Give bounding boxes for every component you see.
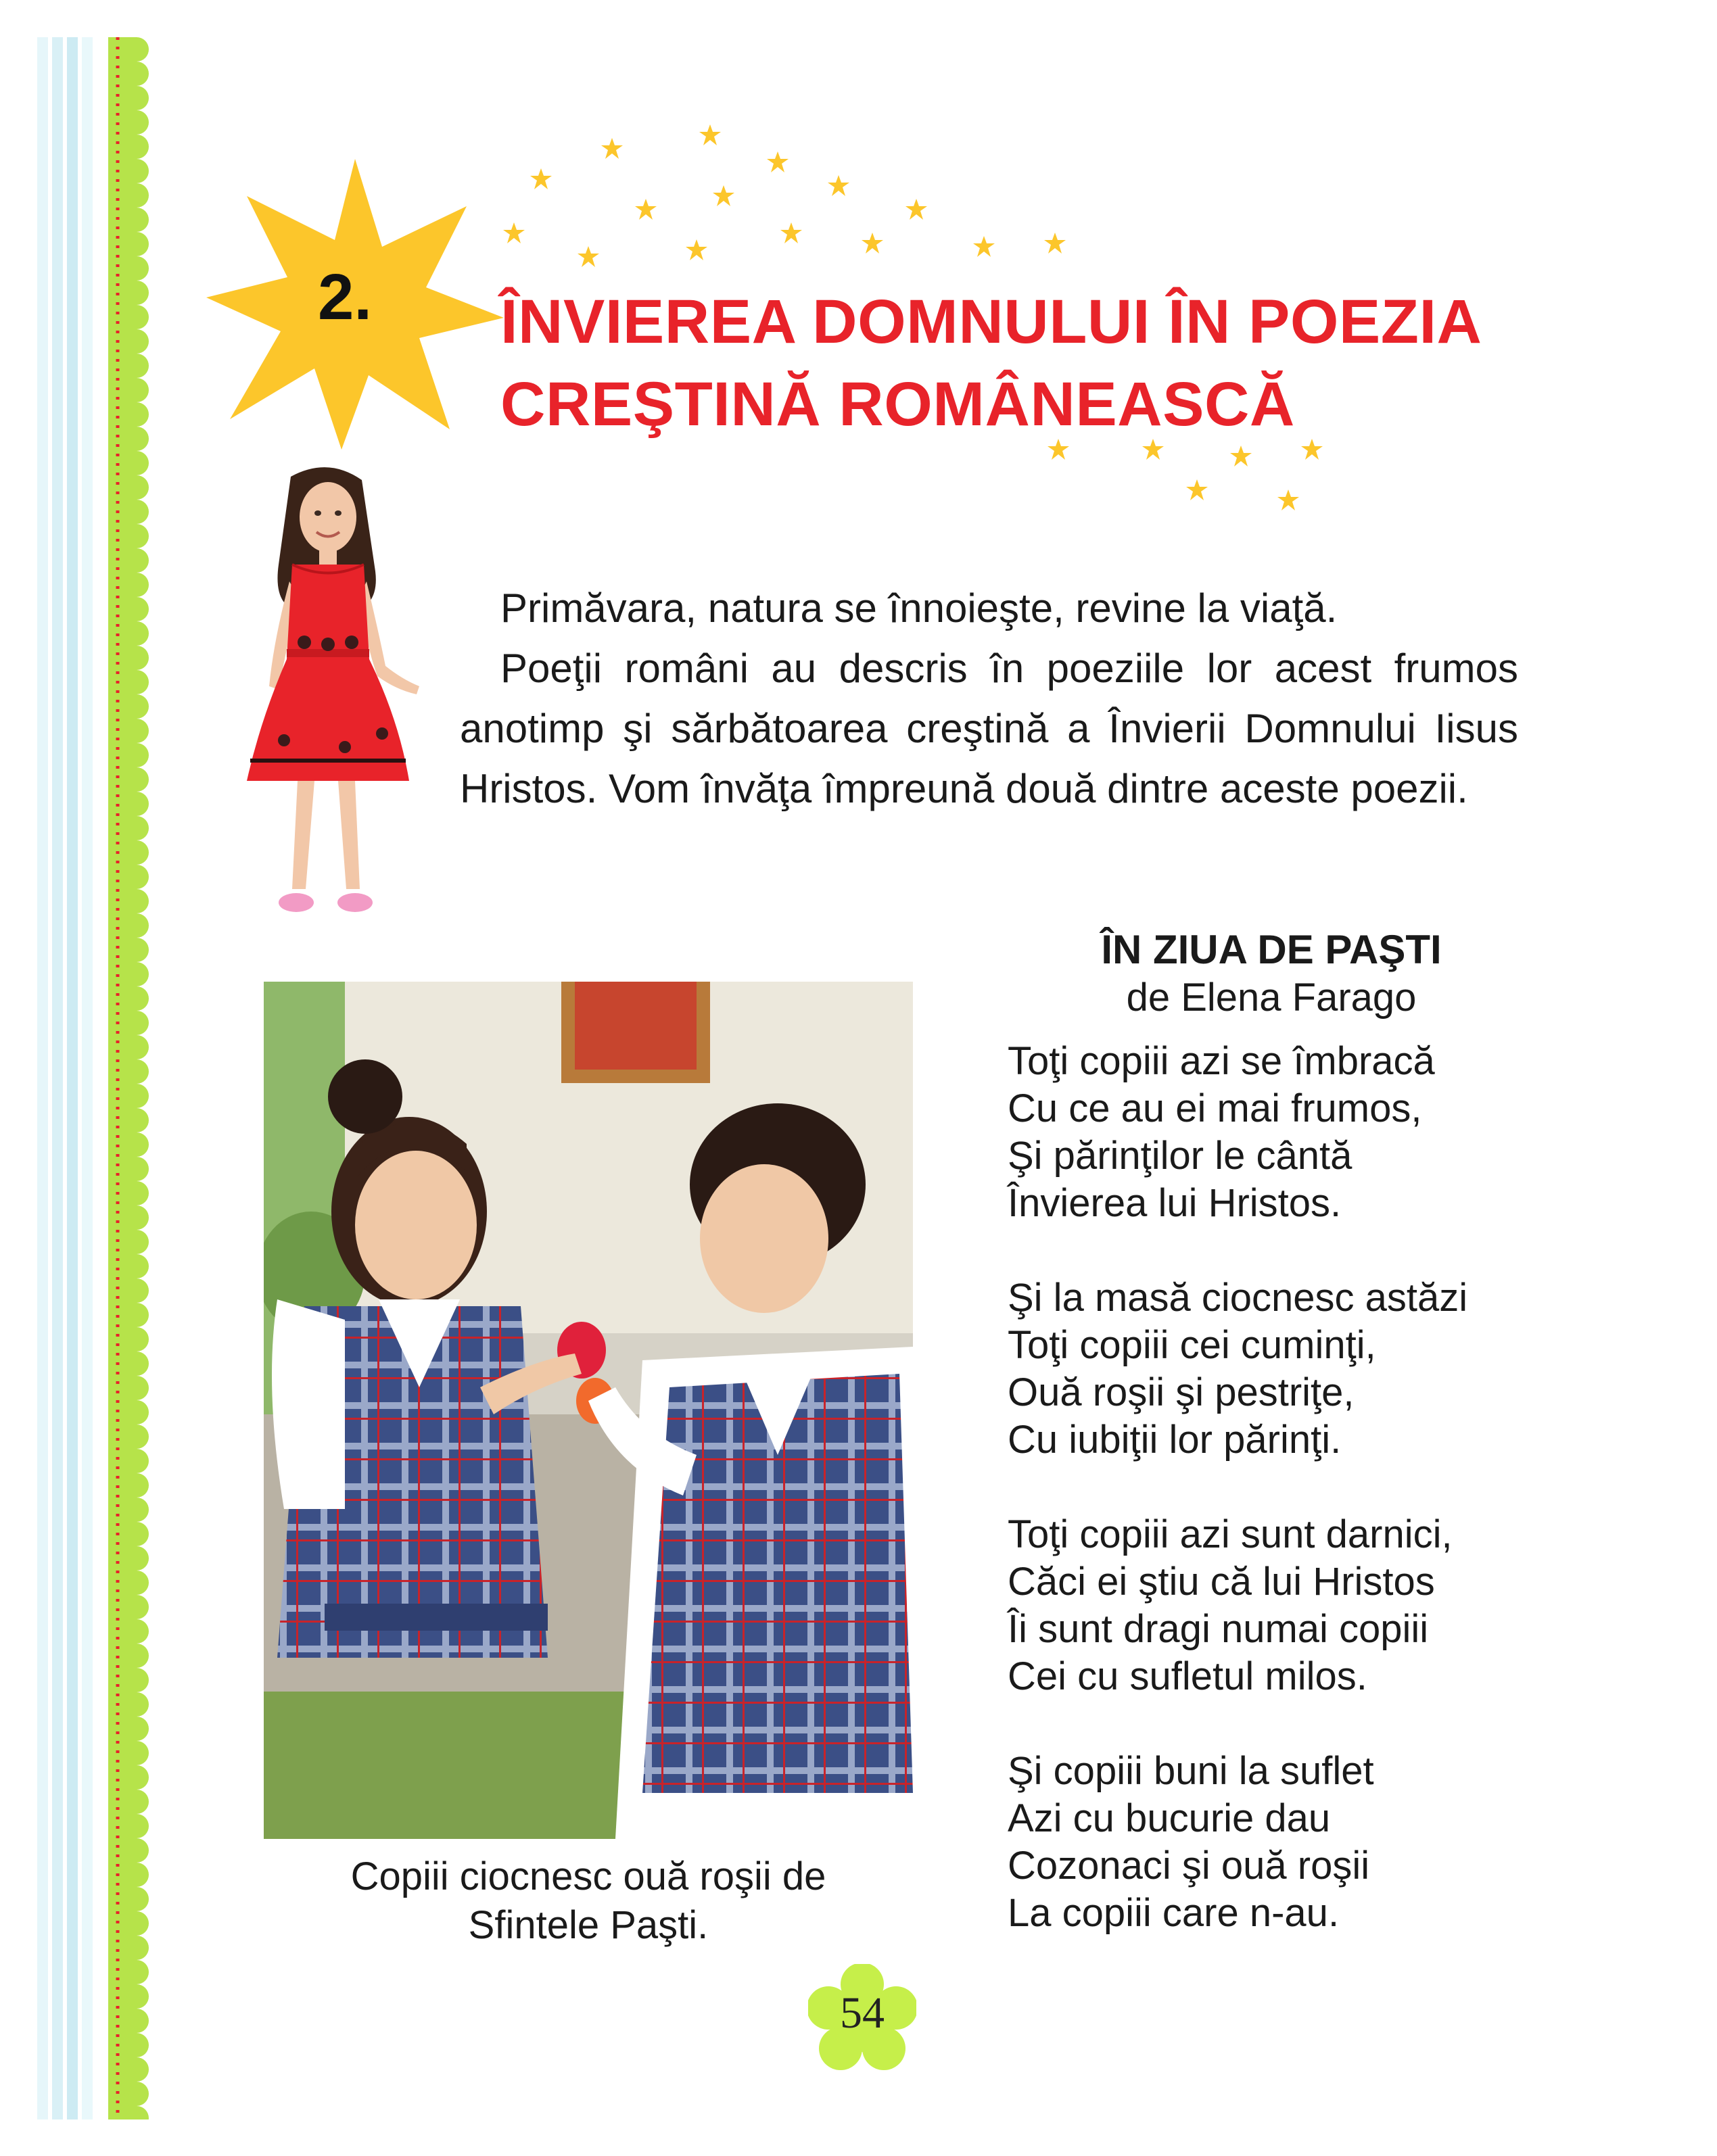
photo-caption-line-2: Sfintele Paşti.: [468, 1903, 709, 1947]
poem-stanza-4: [1008, 1748, 1616, 1937]
poem-line: Toţi copiii cei cuminţi,: [1008, 1323, 1376, 1367]
poem-stanza-3: [1008, 1511, 1616, 1700]
poem-line: Azi cu bucurie dau: [1008, 1796, 1331, 1840]
poem-body: [1008, 1038, 1616, 1984]
poem-line: Învierea lui Hristos.: [1008, 1181, 1342, 1225]
photo-caption: [264, 1852, 913, 1950]
poem-line: Toţi copiii azi sunt darnici,: [1008, 1512, 1453, 1556]
poem-line: Şi la masă ciocnesc astăzi: [1008, 1276, 1468, 1320]
poem-line: Îi sunt dragi numai copiii: [1008, 1607, 1429, 1651]
scalloped-green-border: [108, 37, 162, 2119]
left-border-stripes: [37, 37, 112, 2119]
poem-line: Cu ce au ei mai frumos,: [1008, 1086, 1422, 1130]
chapter-number: 2.: [318, 261, 373, 333]
children-cracking-eggs-photo: [264, 982, 913, 1839]
poem-line: Cei cu sufletul milos.: [1008, 1654, 1367, 1698]
intro-paragraph-1: Primăvara, natura se înnoieşte, revine la viaţă.: [500, 585, 1338, 631]
photo-caption-line-1: Copiii ciocnesc ouă roşii de: [350, 1854, 826, 1898]
page-number: 54: [840, 1988, 885, 2038]
poem-stanza-2: [1008, 1274, 1616, 1464]
poem-line: Toţi copiii azi se îmbracă: [1008, 1039, 1435, 1083]
intro-text: [460, 578, 1518, 819]
poem-line: Şi copiii buni la suflet: [1008, 1749, 1374, 1793]
chapter-title: [500, 281, 1482, 446]
poem-line: Căci ei ştiu că lui Hristos: [1008, 1560, 1435, 1604]
chapter-title-line-2: CREŞTINĂ ROMÂNEASCĂ: [500, 370, 1295, 439]
poem-line: Cu iubiţii lor părinţi.: [1008, 1418, 1342, 1462]
girl-in-red-dress-image: [216, 463, 440, 936]
chapter-title-line-1: ÎNVIEREA DOMNULUI ÎN POEZIA: [500, 287, 1482, 356]
poem-author: de Elena Farago: [1126, 976, 1417, 1020]
poem-line: La copiii care n-au.: [1008, 1891, 1340, 1935]
poem-stanza-1: [1008, 1038, 1616, 1227]
poem-line: Cozonaci şi ouă roşii: [1008, 1844, 1370, 1888]
intro-paragraph-2: Poeţii români au descris în poeziile lor acest frumos anotimp şi sărbătoarea creştină a Învierii Domnului Iisus Hristos. Vom învăţa împreună două dintre aceste poezii.: [460, 646, 1518, 811]
poem-line: Ouă roşii şi pestriţe,: [1008, 1370, 1355, 1414]
poem-title: ÎN ZIUA DE PAŞTI: [1101, 927, 1442, 972]
poem-line: Şi părinţilor le cântă: [1008, 1134, 1353, 1178]
